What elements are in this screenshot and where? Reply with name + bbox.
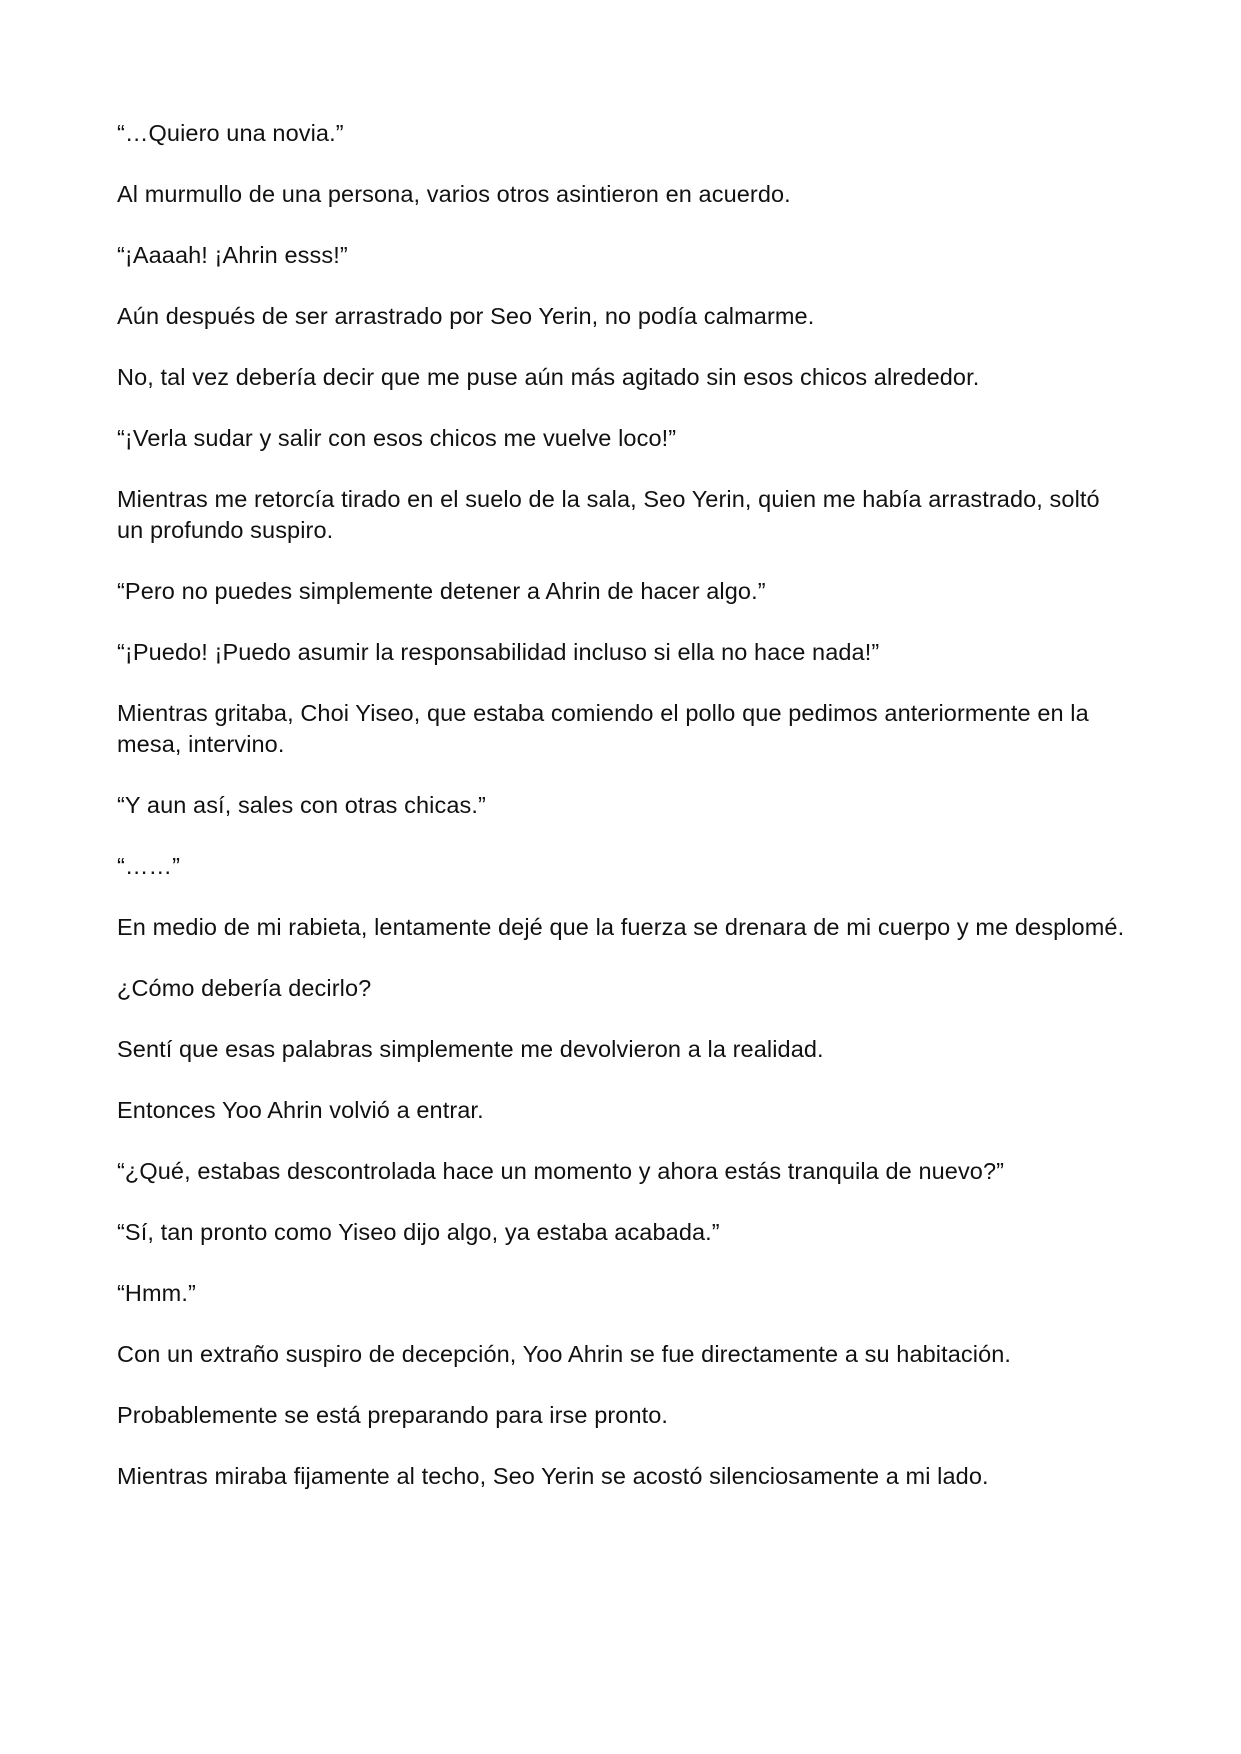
paragraph: “Sí, tan pronto como Yiseo dijo algo, ya estaba acabada.”: [117, 1219, 720, 1245]
paragraph: Aún después de ser arrastrado por Seo Yerin, no podía calmarme.: [117, 303, 815, 329]
paragraph: “Y aun así, sales con otras chicas.”: [117, 792, 486, 818]
paragraph: “…Quiero una novia.”: [117, 120, 344, 146]
paragraph: No, tal vez debería decir que me puse aún más agitado sin esos chicos alrededor.: [117, 364, 980, 390]
paragraph: Mientras miraba fijamente al techo, Seo Yerin se acostó silenciosamente a mi lado.: [117, 1463, 989, 1489]
paragraph: “……”: [117, 853, 181, 879]
paragraph: “¡Aaaah! ¡Ahrin esss!”: [117, 242, 348, 268]
paragraph: “¡Verla sudar y salir con esos chicos me vuelve loco!”: [117, 425, 677, 451]
paragraph: ¿Cómo debería decirlo?: [117, 975, 372, 1001]
paragraph: Al murmullo de una persona, varios otros asintieron en acuerdo.: [117, 181, 791, 207]
paragraph: En medio de mi rabieta, lentamente dejé que la fuerza se drenara de mi cuerpo y me desplomé.: [117, 914, 1125, 940]
paragraph: “¿Qué, estabas descontrolada hace un momento y ahora estás tranquila de nuevo?”: [117, 1158, 1005, 1184]
paragraph: Con un extraño suspiro de decepción, Yoo Ahrin se fue directamente a su habitación.: [117, 1341, 1012, 1367]
paragraph: Sentí que esas palabras simplemente me devolvieron a la realidad.: [117, 1036, 824, 1062]
paragraph: Mientras me retorcía tirado en el suelo de la sala, Seo Yerin, quien me había arrastrado, soltó un profundo suspiro.: [117, 486, 1100, 543]
paragraph: Mientras gritaba, Choi Yiseo, que estaba comiendo el pollo que pedimos anteriormente en la mesa, intervino.: [117, 700, 1089, 757]
document-body: [117, 118, 1127, 1522]
paragraph: “Hmm.”: [117, 1280, 196, 1306]
paragraph: “Pero no puedes simplemente detener a Ahrin de hacer algo.”: [117, 578, 766, 604]
paragraph: Entonces Yoo Ahrin volvió a entrar.: [117, 1097, 484, 1123]
paragraph: Probablemente se está preparando para irse pronto.: [117, 1402, 669, 1428]
paragraph: “¡Puedo! ¡Puedo asumir la responsabilidad incluso si ella no hace nada!”: [117, 639, 880, 665]
